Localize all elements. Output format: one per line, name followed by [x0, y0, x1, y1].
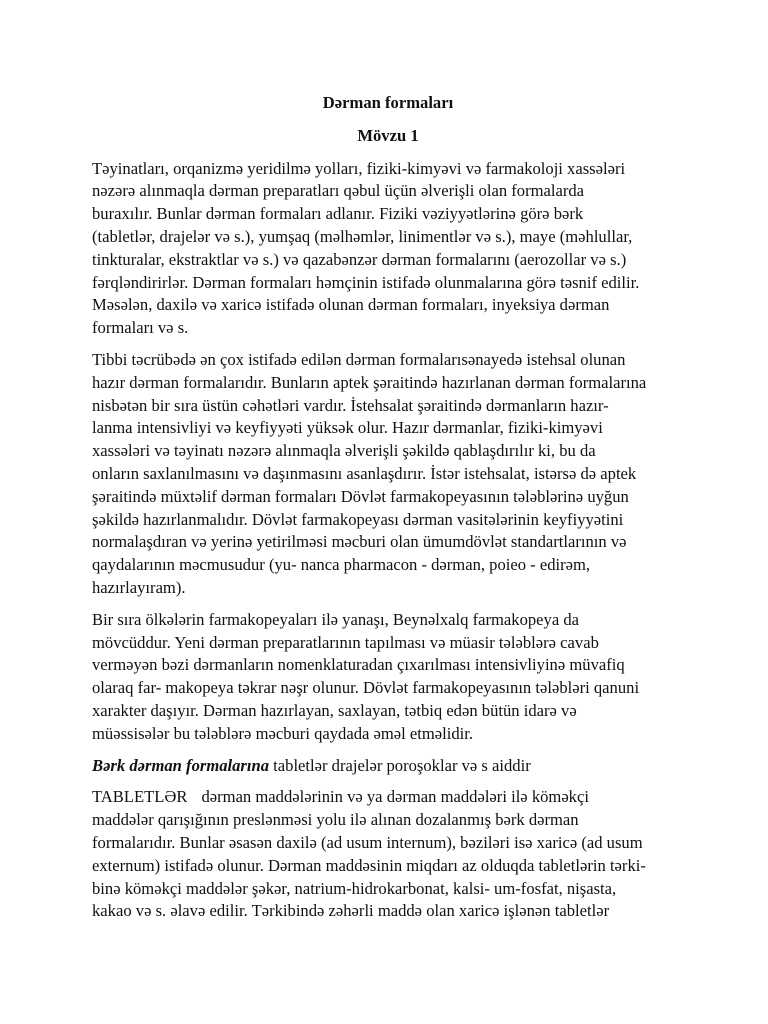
- text-line: [92, 755, 684, 778]
- text-line: verməyən bəzi dərmanların nomenklaturadan çıxarılması intensivliyinə müvafiq: [92, 655, 625, 675]
- text-line: binə köməkçi maddələr şəkər, natrium-hidrokarbonat, kalsi- um-fosfat, nişasta,: [92, 878, 617, 898]
- text-line: formalarıdır. Bunlar əsasən daxilə (ad usum internum), bəziləri isə xaricə (ad usum: [92, 832, 643, 852]
- document-subtitle: Mövzu 1: [357, 125, 419, 145]
- paragraph-pharmacopoeia: [92, 609, 684, 746]
- text-line: mövcüddur. Yeni dərman preparatlarının tapılması və müasir tələblərə cavab: [92, 632, 599, 652]
- text-line: nisbətən bir sıra üstün cəhətləri vardır. İstehsalat şəraitində dərmanların hazır-: [92, 395, 609, 415]
- text-line: hazır dərman formalarıdır. Bunların aptek şəraitində hazırlanan dərman formalarına: [92, 372, 647, 392]
- text-line: şəraitində müxtəlif dərman formaları Dövlət farmakopeyasının tələblərinə uyğun: [92, 486, 629, 506]
- text-line: olaraq far- makopeya təkrar nəşr olunur. Dövlət farmakopeyasının tələbləri qanuni: [92, 678, 640, 698]
- tablets-heading: TABLETLƏR: [92, 787, 188, 807]
- text-line: onların saxlanılmasını və daşınmasını asanlaşdırır. İstər istehsalat, istərsə də aptek: [92, 463, 637, 483]
- text-line: xarakter daşıyır. Dərman hazırlayan, saxlayan, tətbiq edən bütün idarə və: [92, 700, 577, 720]
- document-page: [92, 92, 684, 932]
- text-line: [92, 786, 684, 809]
- paragraph-intro: [92, 158, 684, 340]
- tablets-first-line: dərman maddələrinin və ya dərman maddələri ilə köməkçi: [201, 787, 589, 807]
- text-line: fərqləndirirlər. Dərman formaları həmçinin istifadə olunmalarına görə təsnif edilir.: [92, 272, 640, 292]
- text-line: Bir sıra ölkələrin farmakopeyaları ilə yanaşı, Beynəlxalq farmakopeya da: [92, 609, 580, 629]
- text-line: hazırlayıram).: [92, 577, 186, 597]
- text-line: normalaşdıran və yerinə yetirilməsi məcburi olan ümumdövlət standartlarının və: [92, 532, 627, 552]
- solid-forms-lead: Bərk dərman formalarına: [92, 755, 270, 775]
- text-line: xassələri və təyinatı nəzərə alınmaqla əlverişli şəkildə qablaşdırılır ki, bu da: [92, 441, 596, 461]
- paragraph-solid-forms: [92, 755, 684, 778]
- text-line: Məsələn, daxilə və xaricə istifadə olunan dərman formaları, inyeksiya dərman: [92, 295, 610, 315]
- text-line: nəzərə alınmaqla dərman preparatları qəbul üçün əlverişli olan formalarda: [92, 181, 585, 201]
- text-line: kakao və s. əlavə edilir. Tərkibində zəhərli maddə olan xaricə işlənən tabletlər: [92, 901, 610, 921]
- text-line: (tabletlər, drajelər və s.), yumşaq (məlhəmlər, linimentlər və s.), maye (məhlullar,: [92, 226, 633, 246]
- text-line: Təyinatları, orqanizmə yeridilmə yolları, fiziki-kimyəvi və farmakoloji xassələri: [92, 158, 626, 178]
- text-line: formaları və s.: [92, 318, 189, 338]
- text-line: Tibbi təcrübədə ən çox istifadə edilən dərman formalarısənayedə istehsal olunan: [92, 349, 626, 369]
- text-line: tinkturalar, ekstraktlar və s.) və qazabənzər dərman formalarını (aerozollar və s.): [92, 249, 627, 269]
- text-line: müəssisələr bu tələblərə məcburi qaydada əməl etməlidir.: [92, 723, 474, 743]
- text-line: lanma intensivliyi və keyfiyyəti yüksək olur. Hazır dərmanlar, fiziki-kimyəvi: [92, 418, 603, 438]
- text-line: qaydalarının məcmusudur (yu- nanca pharmacon - dərman, poieo - edirəm,: [92, 555, 591, 575]
- text-line: şəkildə hazırlanmalıdır. Dövlət farmakopeyası dərman vasitələrinin keyfiyyətini: [92, 509, 624, 529]
- paragraph-medical-practice: [92, 349, 684, 600]
- text-line: buraxılır. Bunlar dərman formaları adlanır. Fiziki vəziyyətlərinə görə bərk: [92, 204, 584, 224]
- paragraph-tablets: [92, 786, 684, 923]
- text-line: maddələr qarışığının preslənməsi yolu ilə alınan dozalanmış bərk dərman: [92, 810, 579, 830]
- text-line: externum) istifadə olunur. Dərman maddəsinin miqdarı az olduqda tabletlərin tərki-: [92, 855, 646, 875]
- solid-forms-rest: tabletlər drajelər poroşoklar və s aiddir: [269, 755, 531, 775]
- document-title: Dərman formaları: [322, 93, 454, 112]
